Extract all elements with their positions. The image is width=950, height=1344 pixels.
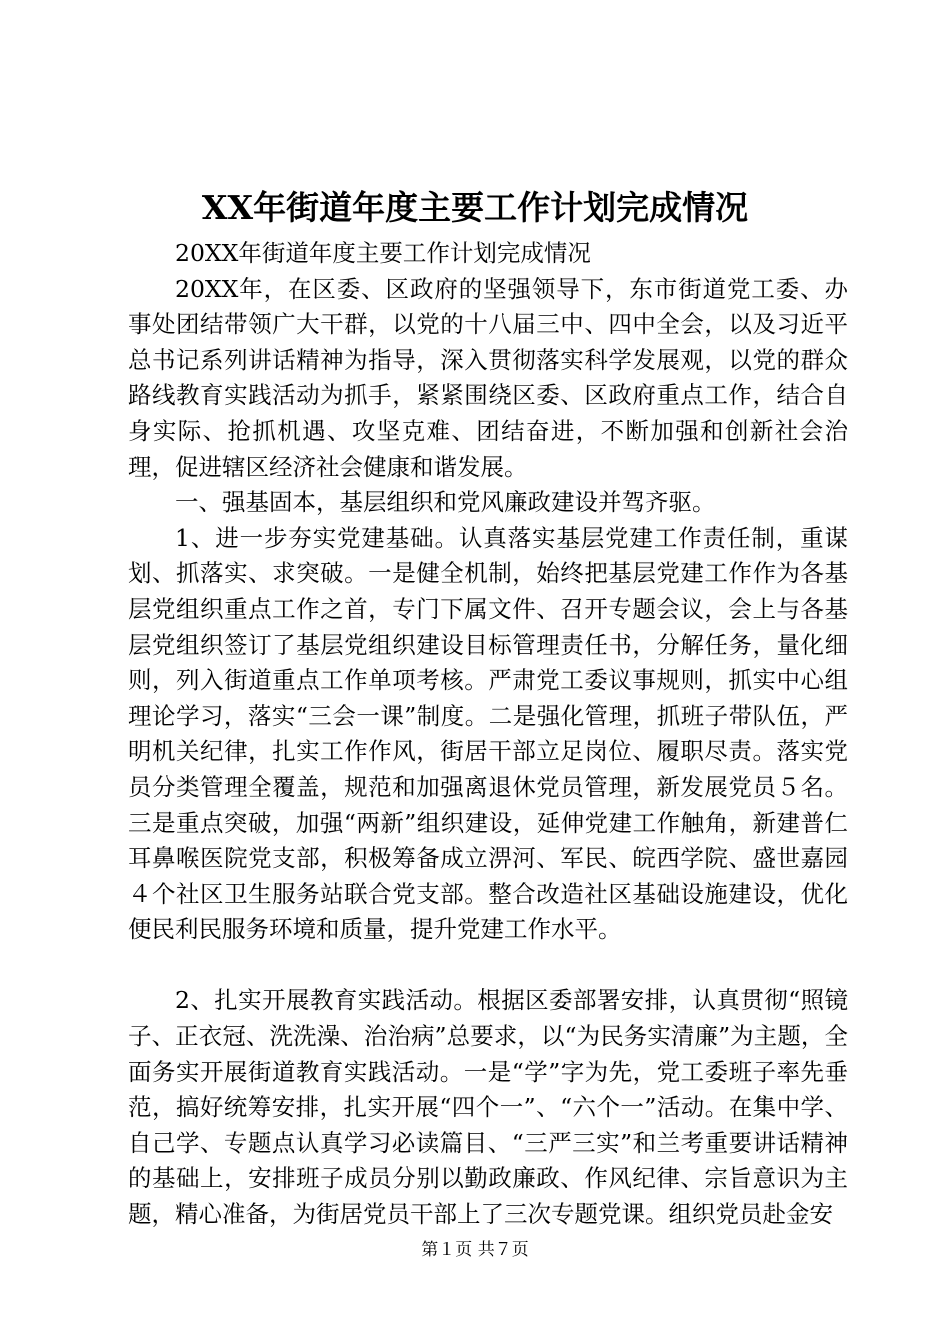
paragraph-item-2: 2、扎实开展教育实践活动。根据区委部署安排，认真贯彻“照镜子、正衣冠、洗洗澡、治治病”总要求，以“为民务实清廉”为主题，全面务实开展街道教育实践活动。一是“学”字为先，党工委班子率先垂范，搞好统筹安排，扎实开展“四个一”、“六个一”活动。在集中学、自己学、专题点认真学习必读篇目、“三严三实”和兰考重要讲话精神的基础上，安排班子成员分别以勤政廉政、作风纪律、宗旨意识为主题，精心准备，为街居党员干部上了三次专题党课。组织党员赴金安 bbox=[128, 986, 848, 1229]
document-body bbox=[128, 236, 848, 1233]
paragraph-subtitle: 20XX年街道年度主要工作计划完成情况 bbox=[175, 239, 591, 267]
paragraph-intro: 20XX年，在区委、区政府的坚强领导下，东市街道党工委、办事处团结带领广大干群，以党的十八届三中、四中全会，以及习近平总书记系列讲话精神为指导，深入贯彻落实科学发展观，以党的群众路线教育实践活动为抓手，紧紧围绕区委、区政府重点工作，结合自身实际、抢抓机遇、攻坚克难、团结奋进，不断加强和创新社会治理，促进辖区经济社会健康和谐发展。 bbox=[128, 274, 848, 481]
document-title: XX年街道年度主要工作计划完成情况 bbox=[201, 188, 749, 227]
section-heading-1: 一、强基固本，基层组织和党风廉政建设并驾齐驱。 bbox=[175, 488, 716, 517]
paragraph-item-1: 1、进一步夯实党建基础。认真落实基层党建工作责任制，重谋划、抓落实、求突破。一是健全机制，始终把基层党建工作作为各基层党组织重点工作之首，专门下属文件、召开专题会议，会上与各基层党组织签订了基层党组织建设目标管理责任书，分解任务，量化细则，列入街道重点工作单项考核。严肃党工委议事规则，抓实中心组理论学习，落实“三会一课”制度。二是强化管理，抓班子带队伍，严明机关纪律，扎实工作作风，街居干部立足岗位、履职尽责。落实党员分类管理全覆盖，规范和加强离退休党员管理，新发展党员５名。三是重点突破，加强“两新”组织建设，延伸党建工作触角，新建普仁耳鼻喉医院党支部，积极筹备成立淠河、军民、皖西学院、盛世嘉园４个社区卫生服务站联合党支部。整合改造社区基础设施建设，优化便民利民服务环境和质量，提升党建工作水平。 bbox=[128, 523, 848, 944]
page-footer: 第１页 共７页 bbox=[421, 1240, 529, 1260]
